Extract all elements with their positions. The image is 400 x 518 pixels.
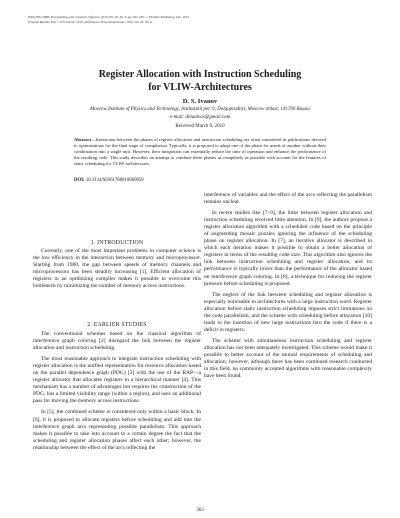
abstract-label: Abstract	[74, 137, 92, 142]
author-name: D. S. Ivanov	[182, 98, 218, 105]
paragraph: In recent studies like [7–9], the links between register allocation and instruction scheduling received little attention. In [9], the authors propose a register allocation algorithm with a scheduled code based on the principle of augmenting mosaic puzzles ignoring the influence of the scheduling phase on register allocation. In [7], an iterative allocator is described in which each iteration makes it possible to obtain a better allocation of registers in terms of the resulting code size. This algorithm also ignores the link between instruction scheduling and register allocation, and its performance is typically lower than the performance of the allocator based on interference graph coloring. In [8], a technique for reducing the register pressure before scheduling is proposed.	[204, 210, 372, 287]
section-heading-earlier-studies: 2. EARLIER STUDIES	[87, 322, 147, 328]
paragraph: The conventional schemes based on the classical algorithm of interference graph coloring [2] disregard the link between the register allocation and instruction scheduling.	[33, 331, 201, 352]
title-line-1: Register Allocation with Instruction Scheduling	[98, 69, 302, 80]
title-line-2: for VLIW-Architectures	[148, 82, 252, 93]
author-email: e-mail: dimanvos@gmail.com	[169, 115, 231, 120]
paragraph: In [5], the combined scheme is considered only within a basic block. In [6], it is proposed to allocate registers before scheduling and add into the interference graph arcs representing possible parallelism. This approach makes it possible to take into account to a certain degree the fact that the scheduling and register allocation phases affect each other; however, the relationship between the effect of the arcs reflecting the	[33, 409, 201, 451]
earlier-studies-body	[33, 331, 201, 456]
author-affiliation: Moscow Institute of Physics and Technology, Institutskii per. 9, Dolgoprudnyi, Moscow oblast, 141700 Russia	[90, 107, 310, 112]
doi-line	[74, 178, 144, 184]
page-number: 363	[196, 508, 204, 513]
running-header-line-2: Original Russian Text © D.S. Ivanov, 2010, published in Programmirovanie, 2010, Vol. 36, No. 6.	[28, 20, 153, 24]
paragraph: The scheme with simultaneous instruction scheduling and register allocation has not been adequately investigated. This scheme would make it possible to better account of the mutual requirements of scheduling and allocation; however, although there has been continued research conducted in this field, no commonly accepted algorithms with reasonable complexity have been found.	[204, 337, 372, 380]
article-title	[30, 68, 370, 94]
paragraph: Currently, one of the most important problems in computer science is the low efficiency in the interaction between memory and microprocessor. Starting from 1980, the gap between speeds of memory channels and microprocessors has been steadily increasing [1]. Efficient allocation of registers in an optimizing compiler makes it possible to overcome this bottleneck by minimizing the number of memory access instructions.	[33, 248, 201, 290]
doi-label: DOI:	[74, 178, 85, 183]
paragraph: interference of variables and the effect of the arcs reflecting the parallelism remains unclear.	[204, 192, 372, 206]
abstract	[74, 137, 326, 167]
right-column-body	[204, 192, 372, 384]
paragraph: The neglect of the link between scheduling and register allocation is especially noticeable in architectures with a large instruction word. Register allocation before static instruction scheduling imposes strict limitations on the code parallelism, and the scheme with scheduling before allocation [10] leads to the insertion of new large instructions into the code if there is a deficit in registers.	[204, 291, 372, 333]
running-header-line-1: ISSN 0361-7688, Programming and Computer Software, 2010, Vol. 36, No. 6, pp. 363–367. © Pleiades Publishing, Ltd., 2010.	[28, 15, 190, 19]
paragraph: The most reasonable approach to integrate instruction scheduling with register allocation is the unified representation for resource allocation based on the parallel dependence graph (PDG) [3] with the use of the RAP—a register allocator that allocates registers in a hierarchical manner [4]. This mechanism has a number of advantages but requires the construction of the PDG, has a limited visibility range (within a region), and uses an additional pass for moving the memory access instructions.	[33, 356, 201, 405]
introduction-body	[33, 248, 201, 294]
doi-value: 10.1134/S0361768810060058	[85, 178, 144, 183]
received-date: Received March 9, 2010	[175, 124, 225, 129]
section-heading-introduction: 1. INTRODUCTION	[90, 240, 144, 246]
abstract-text: —Interaction between the phases of register allocation and instruction scheduling are often considered in publications devoted to optimizations for the final stage of compilation. Typically, it is proposed to adapt one of the phase for needs of another without their combination into a single unit. However, their integration can essentially reduce the time of operation and enhance the performance of the resulting code. This study describes an attempt to combine these phases as completely as possible with account for the features of static scheduling for VLIW-architectures.	[74, 137, 326, 167]
